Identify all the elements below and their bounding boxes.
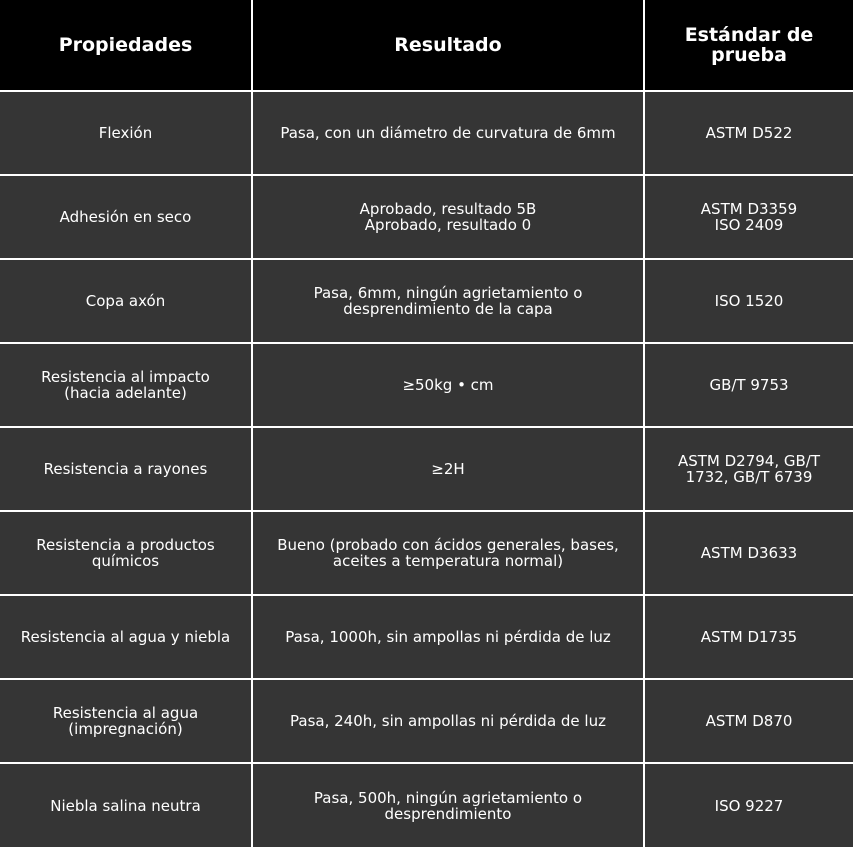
cell-result: Pasa, 500h, ningún agrietamiento o desprendimiento — [252, 763, 644, 847]
cell-result: Bueno (probado con ácidos generales, bases, aceites a temperatura normal) — [252, 511, 644, 595]
cell-property: Resistencia al agua (impregnación) — [0, 679, 252, 763]
cell-property: Resistencia a rayones — [0, 427, 252, 511]
cell-standard: ASTM D2794, GB/T 1732, GB/T 6739 — [644, 427, 853, 511]
header-properties: Propiedades — [0, 0, 252, 91]
cell-standard: ASTM D1735 — [644, 595, 853, 679]
standard-line: ASTM D3359 — [700, 200, 798, 218]
table-row — [0, 259, 853, 343]
cell-property: Resistencia al impacto (hacia adelante) — [0, 343, 252, 427]
table-row — [0, 91, 853, 175]
cell-result: ≥50kg • cm — [252, 343, 644, 427]
cell-property: Niebla salina neutra — [0, 763, 252, 847]
table-row — [0, 427, 853, 511]
cell-standard: ASTM D870 — [644, 679, 853, 763]
cell-standard: GB/T 9753 — [644, 343, 853, 427]
cell-standard: ISO 1520 — [644, 259, 853, 343]
result-line: Aprobado, resultado 0 — [364, 216, 532, 234]
header-result: Resultado — [252, 0, 644, 91]
cell-property: Resistencia al agua y niebla — [0, 595, 252, 679]
table-row — [0, 175, 853, 259]
table-row — [0, 763, 853, 847]
cell-result: Pasa, 1000h, sin ampollas ni pérdida de luz — [252, 595, 644, 679]
cell-result: Pasa, 6mm, ningún agrietamiento o desprendimiento de la capa — [252, 259, 644, 343]
cell-standard: ASTM D522 — [644, 91, 853, 175]
cell-standard: ASTM D3633 — [644, 511, 853, 595]
cell-result: Pasa, 240h, sin ampollas ni pérdida de luz — [252, 679, 644, 763]
table-row — [0, 679, 853, 763]
cell-property: Copa axón — [0, 259, 252, 343]
table-row — [0, 595, 853, 679]
cell-property: Adhesión en seco — [0, 175, 252, 259]
header-standard: Estándar de prueba — [644, 0, 853, 91]
cell-result: ≥2H — [252, 427, 644, 511]
cell-property: Flexión — [0, 91, 252, 175]
header-row — [0, 0, 853, 91]
cell-result: Pasa, con un diámetro de curvatura de 6mm — [252, 91, 644, 175]
standard-line: ISO 2409 — [714, 216, 784, 234]
table-row — [0, 343, 853, 427]
result-line: Aprobado, resultado 5B — [359, 200, 537, 218]
cell-result — [252, 175, 644, 259]
table-row — [0, 511, 853, 595]
cell-property: Resistencia a productos químicos — [0, 511, 252, 595]
cell-standard — [644, 175, 853, 259]
cell-standard: ISO 9227 — [644, 763, 853, 847]
